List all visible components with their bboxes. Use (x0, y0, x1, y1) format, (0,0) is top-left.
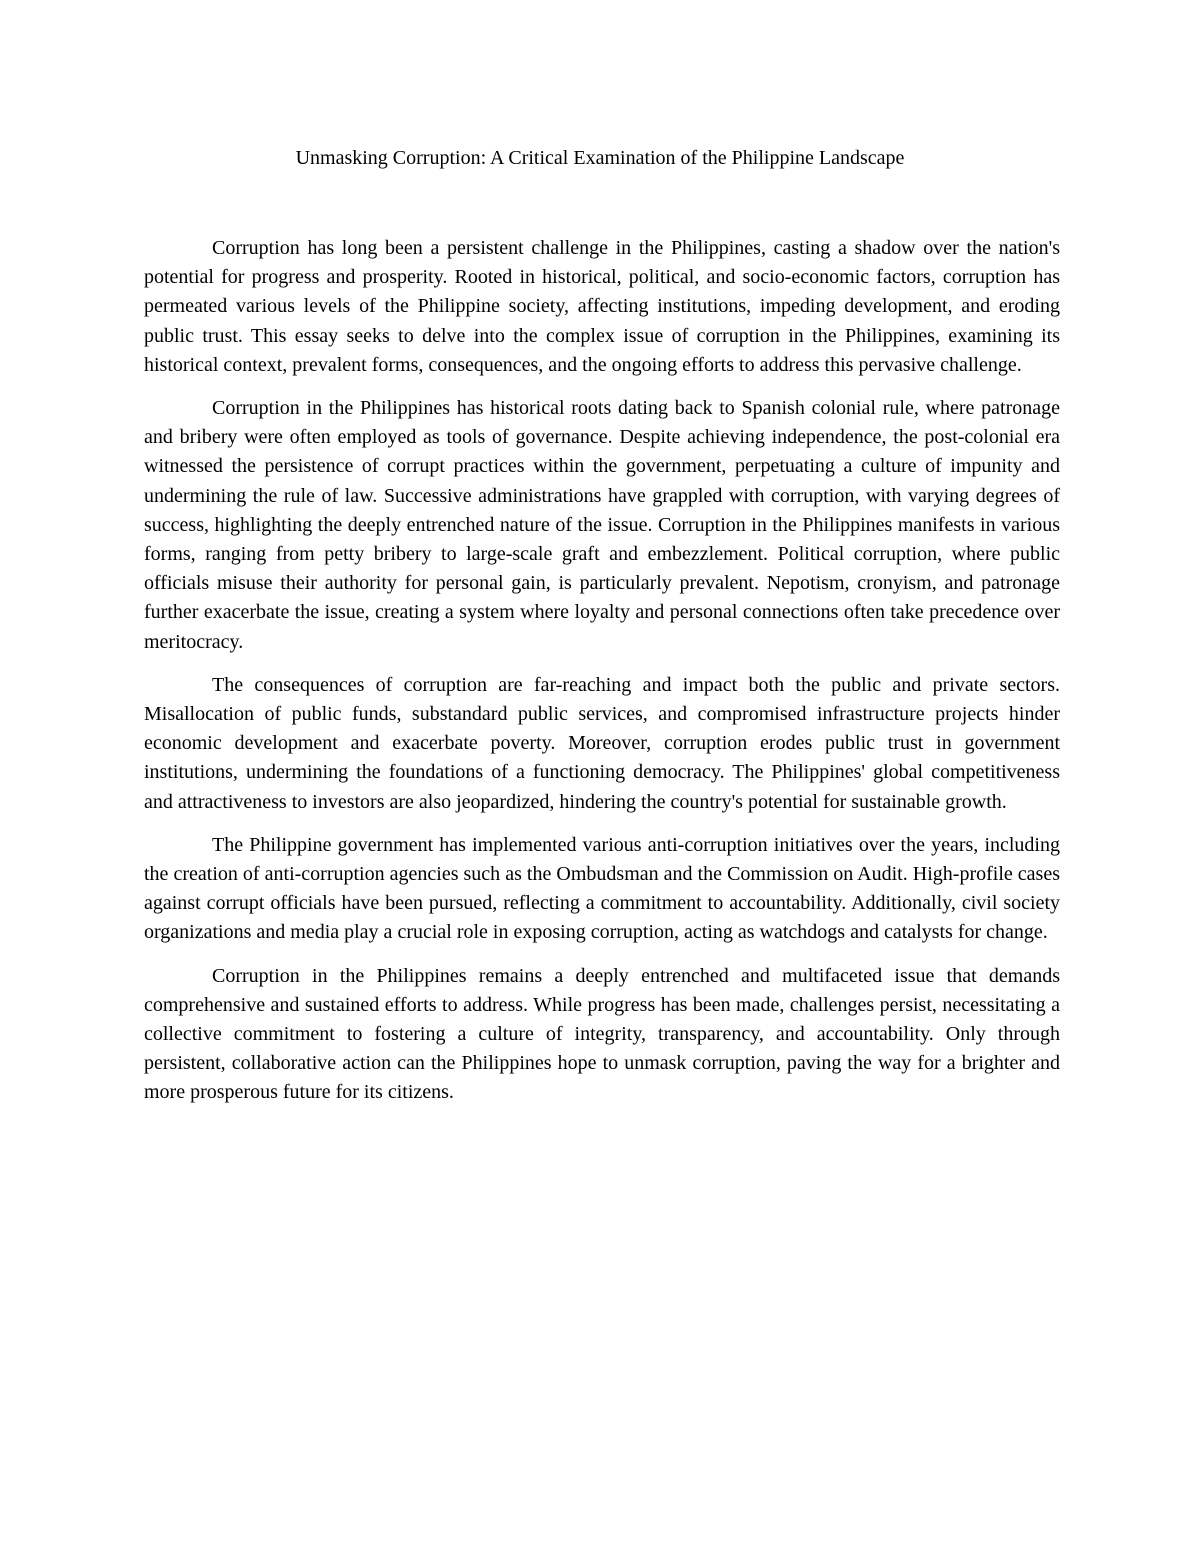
paragraph-introduction: Corruption has long been a persistent challenge in the Philippines, casting a shadow over the nation's potential for progress and prosperity. Rooted in historical, political, and socio-economic factors, corruption has permeated various levels of the Philippine society, affecting institutions, impeding development, and eroding public trust. This essay seeks to delve into the complex issue of corruption in the Philippines, examining its historical context, prevalent forms, consequences, and the ongoing efforts to address this pervasive challenge. (144, 237, 1060, 376)
paragraph-conclusion: Corruption in the Philippines remains a deeply entrenched and multifaceted issue that demands comprehensive and sustained efforts to address. While progress has been made, challenges persist, necessitating a collective commitment to fostering a culture of integrity, transparency, and accountability. Only through persistent, collaborative action can the Philippines hope to unmask corruption, paving the way for a brighter and more prosperous future for its citizens. (144, 964, 1060, 1104)
paragraph-consequences: The consequences of corruption are far-reaching and impact both the public and private sectors. Misallocation of public funds, substandard public services, and compromised infrastructure projects hinder economic development and exacerbate poverty. Moreover, corruption erodes public trust in government institutions, undermining the foundations of a functioning democracy. The Philippines' global competitiveness and attractiveness to investors are also jeopardized, hindering the country's potential for sustainable growth. (144, 673, 1060, 813)
paragraph-initiatives: The Philippine government has implemented various anti-corruption initiatives over the years, including the creation of anti-corruption agencies such as the Ombudsman and the Commission on Audit. High-profile cases against corrupt officials have been pursued, reflecting a commitment to accountability. Additionally, civil society organizations and media play a crucial role in exposing corruption, acting as watchdogs and catalysts for change. (144, 833, 1060, 944)
document-body (144, 234, 1060, 1122)
document-title: Unmasking Corruption: A Critical Examination of the Philippine Landscape (295, 147, 905, 169)
paragraph-history: Corruption in the Philippines has historical roots dating back to Spanish colonial rule, where patronage and bribery were often employed as tools of governance. Despite achieving independence, the post-colonial era witnessed the persistence of corrupt practices within the government, perpetuating a culture of impunity and undermining the rule of law. Successive administrations have grappled with corruption, with varying degrees of success, highlighting the deeply entrenched nature of the issue. Corruption in the Philippines manifests in various forms, ranging from petty bribery to large-scale graft and embezzlement. Political corruption, where public officials misuse their authority for personal gain, is particularly prevalent. Nepotism, cronyism, and patronage further exacerbate the issue, creating a system where loyalty and personal connections often take precedence over meritocracy. (144, 397, 1060, 653)
